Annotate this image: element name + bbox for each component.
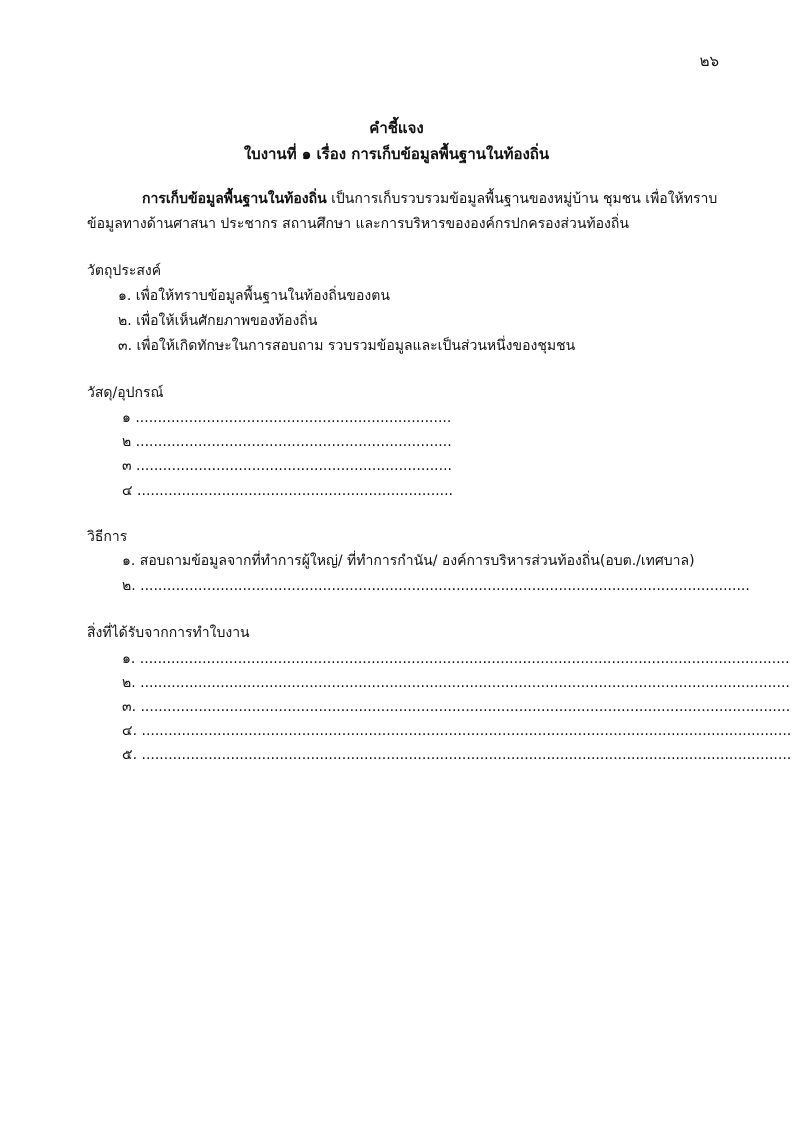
methods-heading: วิธีการ — [87, 529, 128, 545]
result-item: ๓. .................................................................................................................................................. — [122, 699, 791, 715]
material-item: ๔ ....................................................................... — [122, 483, 454, 499]
objectives-heading: วัตถุประสงค์ — [87, 263, 162, 279]
page-title: คำชี้แจง — [369, 119, 424, 137]
objective-item: ๓. เพื่อให้เกิดทักษะในการสอบถาม รวบรวมข้อมูลและเป็นส่วนหนึ่งของชุมชน — [118, 338, 576, 354]
results-heading: สิ่งที่ได้รับจากการทำใบงาน — [87, 625, 250, 641]
intro-line-1-text: เป็นการเก็บรวบรวมข้อมูลพื้นฐานของหมู่บ้าน ชุมชน เพื่อให้ทราบ — [326, 191, 718, 207]
method-item: ๒. ......................................................................................................................................... — [122, 578, 750, 594]
intro-line-2: ข้อมูลทางด้านศาสนา ประชากร สถานศึกษา และการบริหารขององค์กรปกครองส่วนท้องถิ่น — [87, 216, 629, 232]
material-item: ๑ ....................................................................... — [122, 410, 452, 426]
result-item: ๕. .................................................................................................................................................. — [122, 747, 792, 763]
result-item: ๑. .................................................................................................................................................. — [122, 651, 790, 667]
result-item: ๒. .................................................................................................................................................. — [122, 675, 790, 691]
material-item: ๒ ....................................................................... — [122, 434, 452, 450]
intro-bold-term: การเก็บข้อมูลพื้นฐานในท้องถิ่น — [142, 191, 327, 207]
materials-heading: วัสดุ/อุปกรณ์ — [87, 385, 164, 401]
intro-line-1 — [142, 191, 717, 208]
result-item: ๔. .................................................................................................................................................. — [122, 723, 792, 739]
page-number: ๒๖ — [699, 52, 719, 70]
objective-item: ๒. เพื่อให้เห็นศักยภาพของท้องถิ่น — [118, 313, 318, 329]
worksheet-title: ใบงานที่ ๑ เรื่อง การเก็บข้อมูลพื้นฐานในท้องถิ่น — [243, 145, 550, 163]
objective-item: ๑. เพื่อให้ทราบข้อมูลพื้นฐานในท้องถิ่นของตน — [118, 288, 390, 304]
method-item: ๑. สอบถามข้อมูลจากที่ทำการผู้ใหญ่/ ที่ทำการกำนัน/ องค์การบริหารส่วนท้องถิ่น(อบต./เทศบาล) — [122, 553, 695, 569]
material-item: ๓ ....................................................................... — [122, 458, 452, 474]
